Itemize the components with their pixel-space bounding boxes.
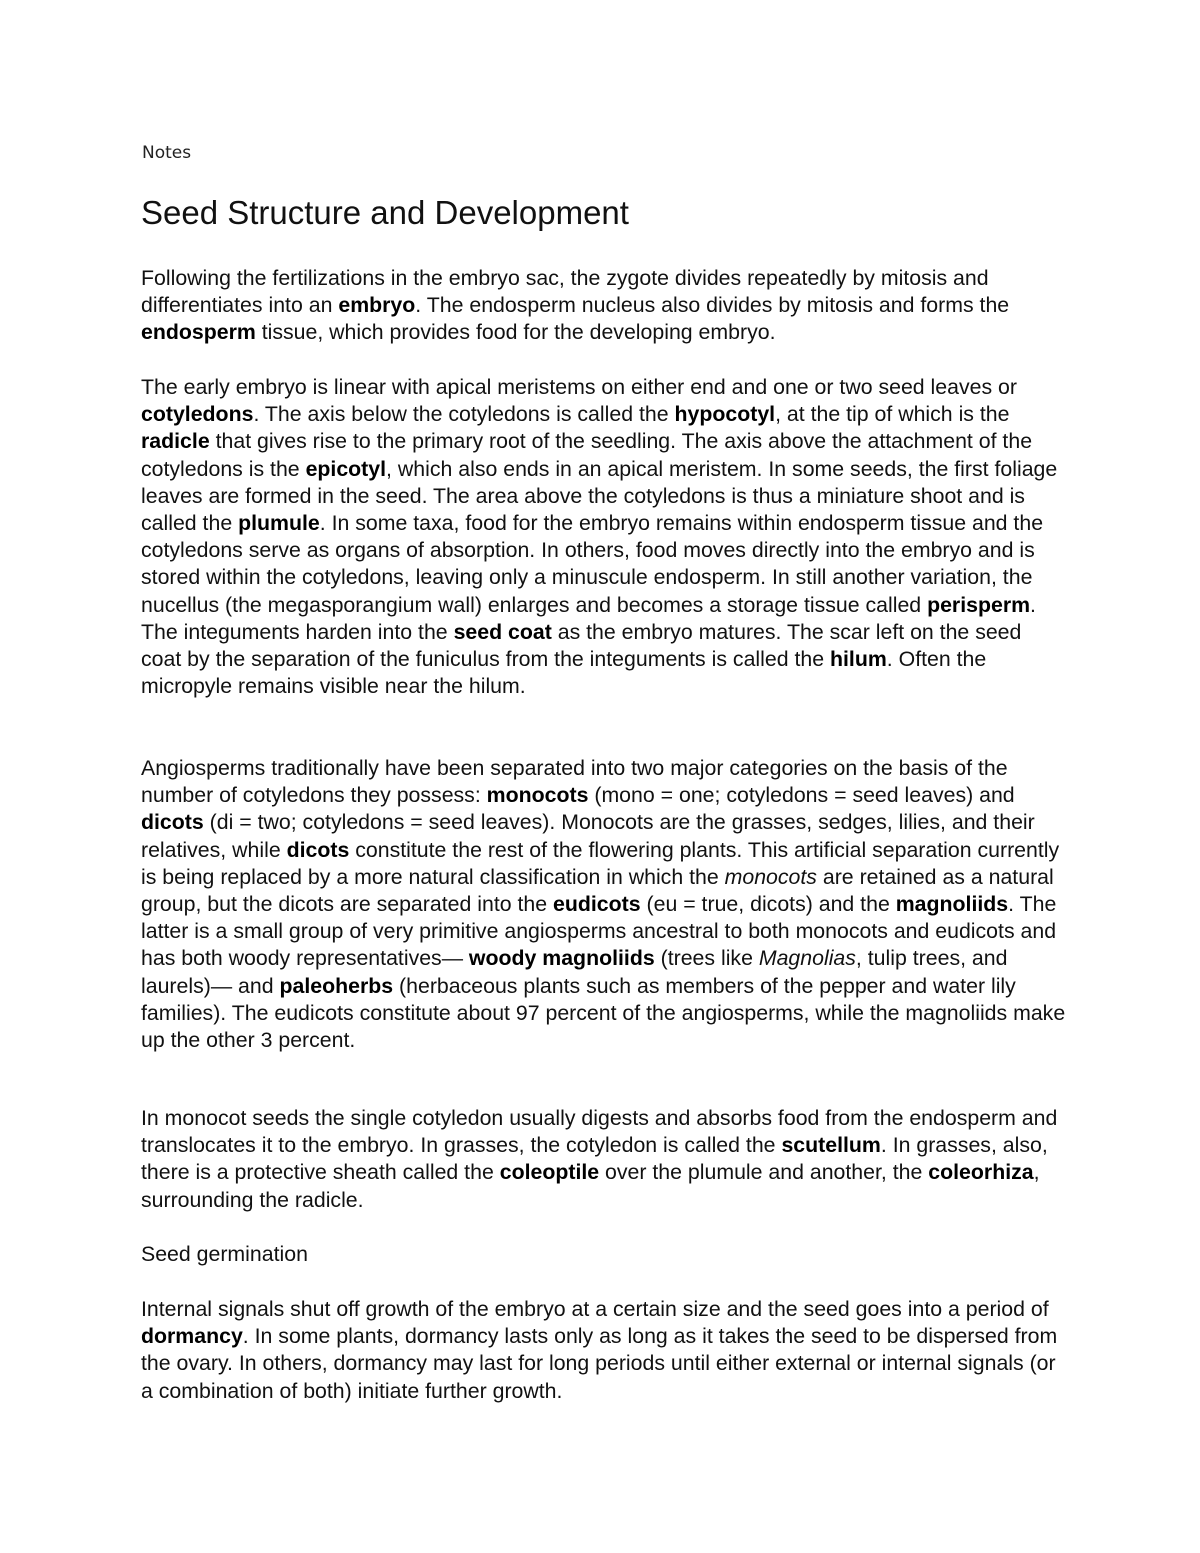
bold-term: dormancy <box>141 1324 243 1349</box>
text-run: . In some taxa, food for the embryo remains within endosperm tissue and the cotyledons serve as organs of absorption. In others, food moves directly into the embryo and is stored within the cotyledons, leaving only a minuscule endosperm. In still another variation, the nucellus (the megasporangium wall) enlarges and becomes a storage tissue called <box>141 511 1044 617</box>
text-run: , at the tip of which is the <box>775 402 1010 427</box>
bold-term: cotyledons <box>141 402 254 427</box>
text-run: (eu = true, dicots) and the <box>640 892 896 917</box>
bold-term: monocots <box>486 783 589 808</box>
text-run: are retained as a natural group, but the dicots are separated into the <box>141 864 1054 917</box>
bold-term: embryo <box>338 293 416 318</box>
text-run: (trees like <box>654 946 759 971</box>
bold-term: endosperm <box>141 320 256 345</box>
paragraph-dormancy <box>141 1296 1066 1405</box>
text-run: constitute the rest of the flowering plants. This artificial separation currently is being replaced by a more natural classification in which the <box>141 837 1060 889</box>
text-run: (di = two; cotyledons = seed leaves). Monocots are the grasses, sedges, lilies, and their relatives, while <box>141 810 1035 862</box>
paragraph-fertilization <box>141 265 1066 347</box>
text-run: (mono = one; cotyledons = seed leaves) and <box>588 783 1015 808</box>
italic-term: monocots <box>724 864 817 889</box>
text-run: (herbaceous plants such as members of the pepper and water lily families). The eudicots constitute about 97 percent of the angiosperms, while the magnoliids make up the other 3 percent. <box>141 973 1066 1053</box>
text-run: tissue, which provides food for the developing embryo. <box>255 320 776 345</box>
paragraph-embryo-structure <box>141 374 1066 700</box>
bold-term: hypocotyl <box>674 402 776 427</box>
bold-term: radicle <box>141 429 210 454</box>
text-run: . The axis below the cotyledons is called the <box>253 402 675 427</box>
bold-term: coleoptile <box>499 1160 600 1185</box>
bold-term: woody magnoliids <box>468 946 655 971</box>
italic-term: Magnolias <box>758 946 856 971</box>
bold-term: dicots <box>286 837 350 862</box>
bold-term: scutellum <box>781 1133 881 1158</box>
text-run: . In some plants, dormancy lasts only as long as it takes the seed to be dispersed from the ovary. In others, dormancy may last for long periods until either external or internal signals (or a combination of both) initiate further growth. <box>141 1324 1058 1403</box>
bold-term: coleorhiza <box>928 1160 1034 1185</box>
text-run: . The latter is a small group of very primitive angiosperms ancestral to both monocots and eudicots and has both woody representatives— <box>141 892 1057 971</box>
text-run: as the embryo matures. The scar left on the seed coat by the separation of the funiculus from the integuments is called the <box>141 619 1022 672</box>
bold-term: seed coat <box>453 619 552 644</box>
paragraph-angiosperm-classification <box>141 755 1066 1054</box>
bold-term: eudicots <box>553 892 641 917</box>
text-run: Angiosperms traditionally have been separated into two major categories on the basis of the number of cotyledons they possess: <box>141 756 1008 808</box>
text-run: In monocot seeds the single cotyledon usually digests and absorbs food from the endosperm and translocates it to the embryo. In grasses, the cotyledon is called the <box>141 1106 1058 1158</box>
document-title: Seed Structure and Development <box>141 194 629 231</box>
text-run: , surrounding the radicle. <box>141 1160 1040 1212</box>
text-run: Internal signals shut off growth of the embryo at a certain size and the seed goes into a period of <box>141 1297 1049 1321</box>
text-run: that gives rise to the primary root of the seedling. The axis above the attachment of the cotyledons is the <box>141 429 1033 481</box>
bold-term: epicotyl <box>305 456 387 481</box>
text-run: Following the fertilizations in the embryo sac, the zygote divides repeatedly by mitosis and differentiates into an <box>141 266 989 318</box>
text-run: . The integuments harden into the <box>141 592 1036 644</box>
bold-term: dicots <box>141 810 204 835</box>
bold-term: perisperm <box>927 592 1031 617</box>
section-heading-seed-germination: Seed germination <box>141 1242 308 1266</box>
text-run: . The endosperm nucleus also divides by mitosis and forms the <box>415 293 1010 318</box>
text-run: , which also ends in an apical meristem. In some seeds, the first foliage leaves are formed in the seed. The area above the cotyledons is thus a miniature shoot and is called the <box>141 456 1058 536</box>
text-run: The early embryo is linear with apical meristems on either end and one or two seed leaves or <box>141 375 1017 399</box>
bold-term: plumule <box>238 511 320 536</box>
text-run: . Often the micropyle remains visible near the hilum. <box>141 647 987 699</box>
text-run: . In grasses, also, there is a protective sheath called the <box>141 1133 1048 1185</box>
bold-term: magnoliids <box>895 892 1009 917</box>
text-run: , tulip trees, and laurels)— and <box>141 946 1008 998</box>
paragraph-monocot-seeds <box>141 1105 1066 1214</box>
bold-term: paleoherbs <box>279 973 394 998</box>
text-run: over the plumule and another, the <box>599 1160 929 1185</box>
notes-label: Notes <box>142 143 192 163</box>
bold-term: hilum <box>830 647 887 672</box>
